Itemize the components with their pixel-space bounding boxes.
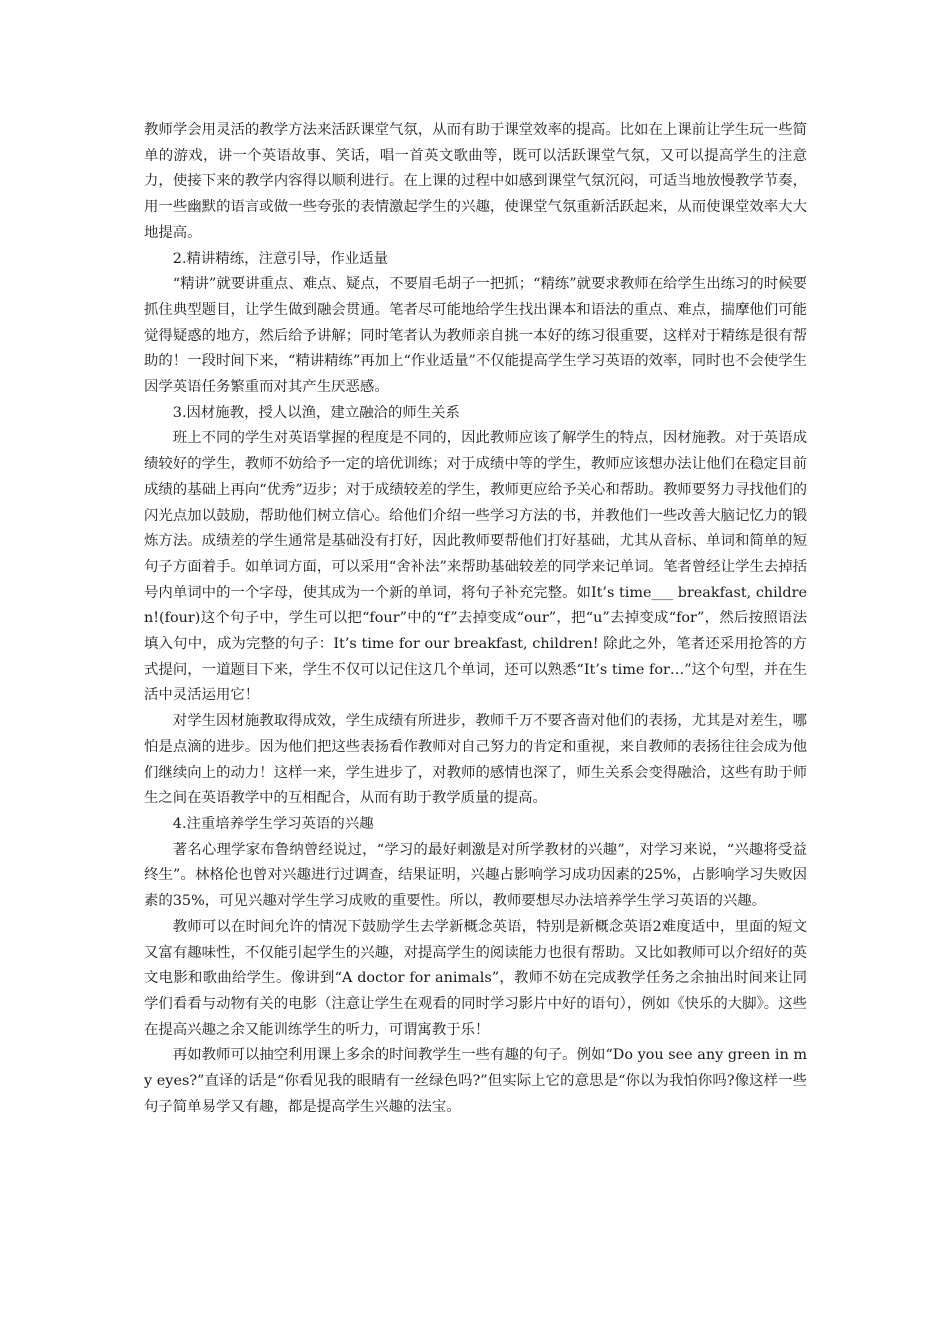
section-heading-3: 3.因材施教，授人以渔，建立融洽的师生关系: [172, 404, 460, 421]
paragraph-jingjiang: “精讲”就要讲重点、难点、疑点，不要眉毛胡子一把抓；“精练”就要求教师在给学生出练习的时候要抓住典型题目，让学生做到融会贯通。笔者尽可能地给学生找出课本和语法的重点、难点，揣摩他们可能觉得疑惑的地方，然后给予讲解；同时笔者认为教师亲自挑一本好的练习很重要，这样对于精练是很有帮助的！一段时间下来，“精讲精练”再加上“作业适量”不仅能提高学生学习英语的效率，同时也不会使学生因学英语任务繁重而对其产生厌恶感。: [144, 276, 807, 396]
paragraph-youqu-juzi: 再如教师可以抽空利用课上多余的时间教学生一些有趣的句子。例如“Do you see any green in my eyes?”直译的话是“你看见我的眼睛有一丝绿色吗?”但实际上它的意思是“你以为我怕你吗?像这样一些句子简单易学又有趣，都是提高学生兴趣的法宝。: [144, 1047, 807, 1115]
paragraph-intro-continued: 教师学会用灵活的教学方法来活跃课堂气氛，从而有助于课堂效率的提高。比如在上课前让学生玩一些简单的游戏，讲一个英语故事、笑话，唱一首英文歌曲等，既可以活跃课堂气氛，又可以提高学生的注意力，使接下来的教学内容得以顺利进行。在上课的过程中如感到课堂气氛沉闷，可适当地放慢教学节奏，用一些幽默的语言或做一些夸张的表情激起学生的兴趣，使课堂气氛重新活跃起来，从而使课堂效率大大地提高。: [144, 122, 807, 241]
section-heading-2: 2.精讲精练，注意引导，作业适量: [172, 250, 388, 267]
paragraph-biaoyang: 对学生因材施教取得成效，学生成绩有所进步，教师千万不要吝啬对他们的表扬，尤其是对差生，哪怕是点滴的进步。因为他们把这些表扬看作教师对自己努力的肯定和重视，来自教师的表扬往往会成为他们继续向上的动力！这样一来，学生进步了，对教师的感情也深了，师生关系会变得融洽，这些有助于师生之间在英语教学中的互相配合，从而有助于教学质量的提高。: [144, 713, 807, 807]
paragraph-xingainian: 教师可以在时间允许的情况下鼓励学生去学新概念英语，特别是新概念英语2难度适中，里面的短文又富有趣味性，不仅能引起学生的兴趣，对提高学生的阅读能力也很有帮助。又比如教师可以介绍好的英文电影和歌曲给学生。像讲到“A doctor for animals”，教师不妨在完成教学任务之余抽出时间来让同学们看看与动物有关的电影（注意让学生在观看的同时学习影片中好的语句），例如《快乐的大脚》。这些在提高兴趣之余又能训练学生的听力，可谓寓教于乐！: [144, 918, 807, 1038]
paragraph-yincai: 班上不同的学生对英语掌握的程度是不同的，因此教师应该了解学生的特点，因材施教。对于英语成绩较好的学生，教师不妨给予一定的培优训练；对于成绩中等的学生，教师应该想办法让他们在稳定目前成绩的基础上再向“优秀”迈步；对于成绩较差的学生，教师更应给予关心和帮助。教师要努力寻找他们的闪光点加以鼓励，帮助他们树立信心。给他们介绍一些学习方法的书，并教他们一些改善大脑记忆力的锻炼方法。成绩差的学生通常是基础没有打好，因此教师要帮他们打好基础，尤其从音标、单词和简单的短句子方面着手。如单词方面，可以采用“舍补法”来帮助基础较差的同学来记单词。笔者曾经让学生去掉括号内单词中的一个字母，使其成为一个新的单词，将句子补充完整。如It’s time___ breakfast, children!(four)这个句子中，学生可以把“four”中的“f”去掉变成“our”，把“u”去掉变成“for”，然后按照语法填入句中，成为完整的句子：It’s time for our breakfast, children! 除此之外，笔者还采用抢答的方式提问，一道题目下来，学生不仅可以记住这几个单词，还可以熟悉“It’s time for…”这个句型，并在生活中灵活运用它！: [144, 430, 807, 704]
section-heading-4: 4.注重培养学生学习英语的兴趣: [172, 815, 374, 832]
document-page: [144, 118, 807, 1120]
paragraph-xingqu: 著名心理学家布鲁纳曾经说过，“学习的最好刺激是对所学教材的兴趣”，对学习来说，“兴趣将受益终生”。林格伦也曾对兴趣进行过调查，结果证明，兴趣占影响学习成功因素的25%，占影响学习失败因素的35%，可见兴趣对学生学习成败的重要性。所以，教师要想尽办法培养学生学习英语的兴趣。: [144, 841, 807, 910]
